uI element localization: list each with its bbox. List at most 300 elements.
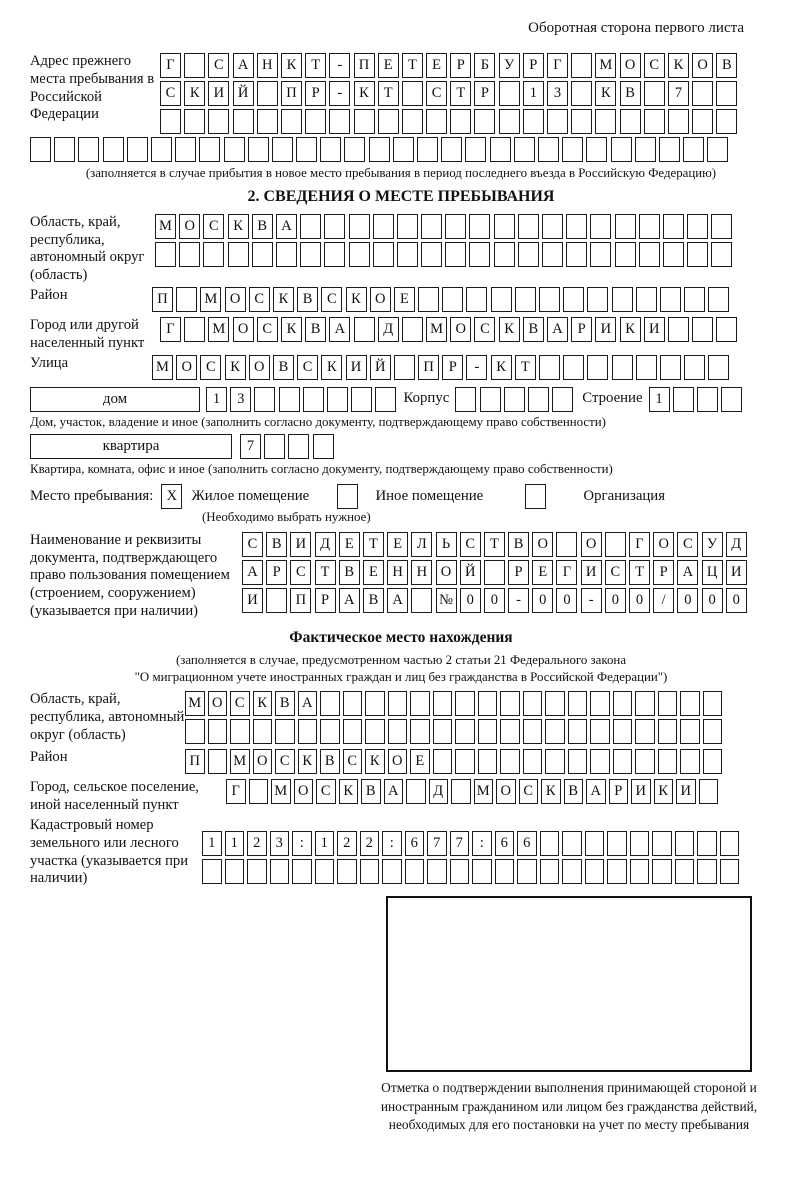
- kadastr-row-1: [202, 831, 772, 856]
- char-cell: А: [242, 560, 263, 585]
- char-cell: С: [297, 355, 318, 380]
- char-cell: [684, 355, 705, 380]
- char-cell: [393, 137, 414, 162]
- char-cell: [518, 214, 539, 239]
- char-cell: [538, 137, 559, 162]
- char-cell: А: [298, 691, 318, 716]
- char-cell: [586, 137, 607, 162]
- char-cell: [402, 317, 423, 342]
- ulitsa-label: Улица: [30, 354, 69, 371]
- prev-address-row-1: [160, 53, 772, 78]
- char-cell: /: [653, 588, 674, 613]
- char-cell: [585, 831, 605, 856]
- char-cell: [545, 691, 565, 716]
- mesto-prebyvaniya-row: [30, 484, 772, 509]
- char-cell: А: [384, 779, 404, 804]
- char-cell: [208, 109, 229, 134]
- char-cell: [607, 859, 627, 884]
- kadastr-row-2: [202, 859, 772, 884]
- fact-note-1: (заполняется в случае, предусмотренном частью 2 статьи 21 Федерального закона: [175, 652, 627, 667]
- char-cell: [495, 859, 515, 884]
- char-cell: -: [466, 355, 487, 380]
- prev-address-note: (заполняется в случае прибытия в новое место пребывания в период последнего въезда в Российскую Федерацию): [85, 166, 717, 180]
- oblast-block: [30, 214, 772, 285]
- char-cell: [556, 532, 577, 557]
- char-cell: [668, 317, 689, 342]
- char-cell: В: [716, 53, 737, 78]
- char-cell: [494, 214, 515, 239]
- char-cell: [450, 109, 471, 134]
- char-cell: В: [273, 355, 294, 380]
- char-cell: М: [155, 214, 176, 239]
- char-cell: Р: [266, 560, 287, 585]
- char-cell: Е: [410, 749, 430, 774]
- char-cell: [721, 387, 742, 412]
- char-cell: С: [519, 779, 539, 804]
- char-cell: [202, 859, 222, 884]
- char-cell: Е: [394, 287, 415, 312]
- char-cell: [160, 109, 181, 134]
- char-cell: К: [491, 355, 512, 380]
- char-cell: [523, 109, 544, 134]
- dom-block: [30, 387, 772, 412]
- char-cell: М: [474, 779, 494, 804]
- char-cell: Т: [378, 81, 399, 106]
- char-cell: [266, 588, 287, 613]
- char-cell: [275, 719, 295, 744]
- char-cell: Н: [257, 53, 278, 78]
- char-cell: 0: [629, 588, 650, 613]
- stroenie-cells: [649, 387, 746, 412]
- char-cell: 0: [484, 588, 505, 613]
- char-cell: [590, 719, 610, 744]
- kadastr-label: Кадастровый номер земельного или лесного участка (указывается при наличии): [30, 816, 189, 887]
- char-cell: [272, 137, 293, 162]
- char-cell: [703, 691, 723, 716]
- char-cell: :: [292, 831, 312, 856]
- char-cell: [587, 355, 608, 380]
- char-cell: [620, 109, 641, 134]
- char-cell: П: [290, 588, 311, 613]
- char-cell: Й: [460, 560, 481, 585]
- char-cell: [499, 109, 520, 134]
- char-cell: В: [620, 81, 641, 106]
- char-cell: [613, 719, 633, 744]
- char-cell: 7: [450, 831, 470, 856]
- char-cell: [630, 859, 650, 884]
- char-cell: :: [472, 831, 492, 856]
- fact-title: Фактическое место нахождения: [289, 628, 513, 646]
- char-cell: [324, 242, 345, 267]
- char-cell: Е: [532, 560, 553, 585]
- char-cell: [296, 137, 317, 162]
- char-cell: [179, 242, 200, 267]
- char-cell: О: [176, 355, 197, 380]
- char-cell: 0: [726, 588, 747, 613]
- char-cell: Ь: [436, 532, 457, 557]
- char-cell: [595, 109, 616, 134]
- char-cell: [455, 719, 475, 744]
- char-cell: Т: [363, 532, 384, 557]
- char-cell: М: [271, 779, 291, 804]
- char-cell: [369, 137, 390, 162]
- char-cell: [680, 719, 700, 744]
- char-cell: О: [388, 749, 408, 774]
- ulitsa-block: [30, 355, 772, 383]
- char-cell: У: [702, 532, 723, 557]
- char-cell: П: [185, 749, 205, 774]
- char-cell: [542, 214, 563, 239]
- raion-row: [152, 287, 733, 312]
- doc-block: [30, 532, 772, 621]
- char-cell: Р: [315, 588, 336, 613]
- char-cell: И: [676, 779, 696, 804]
- char-cell: 3: [270, 831, 290, 856]
- char-cell: [450, 859, 470, 884]
- char-cell: Г: [160, 317, 181, 342]
- char-cell: С: [474, 317, 495, 342]
- oblast-row-1: [155, 214, 772, 239]
- char-cell: [445, 214, 466, 239]
- char-cell: С: [275, 749, 295, 774]
- char-cell: [402, 81, 423, 106]
- checkbox-organizatsiya[interactable]: [525, 484, 546, 509]
- char-cell: С: [160, 81, 181, 106]
- char-cell: [692, 317, 713, 342]
- char-cell: [281, 109, 302, 134]
- char-cell: Р: [609, 779, 629, 804]
- char-cell: [320, 691, 340, 716]
- char-cell: 1: [649, 387, 670, 412]
- char-cell: [253, 719, 273, 744]
- char-cell: 0: [702, 588, 723, 613]
- char-cell: 0: [460, 588, 481, 613]
- char-cell: Т: [305, 53, 326, 78]
- char-cell: [635, 719, 655, 744]
- char-cell: 1: [202, 831, 222, 856]
- char-cell: И: [595, 317, 616, 342]
- char-cell: Д: [429, 779, 449, 804]
- char-cell: [327, 387, 348, 412]
- char-cell: 6: [495, 831, 515, 856]
- dom-cells: [206, 387, 400, 412]
- char-cell: [298, 719, 318, 744]
- char-cell: [680, 691, 700, 716]
- char-cell: [539, 287, 560, 312]
- char-cell: И: [581, 560, 602, 585]
- char-cell: Г: [160, 53, 181, 78]
- char-cell: [480, 387, 501, 412]
- char-cell: В: [363, 588, 384, 613]
- prev-address-row-3: [160, 109, 772, 134]
- stroenie-label: Строение: [582, 390, 643, 407]
- char-cell: А: [339, 588, 360, 613]
- char-cell: [417, 137, 438, 162]
- char-cell: [644, 109, 665, 134]
- kvartira-cells: [240, 434, 337, 459]
- kvartira-note: Квартира, комната, офис и иное (заполнить согласно документу, подтверждающему право собственности): [30, 462, 613, 477]
- char-cell: [484, 560, 505, 585]
- prev-address-row-4: [30, 137, 772, 162]
- char-cell: [233, 109, 254, 134]
- char-cell: [292, 859, 312, 884]
- char-cell: 1: [225, 831, 245, 856]
- char-cell: [397, 242, 418, 267]
- char-cell: К: [253, 691, 273, 716]
- char-cell: О: [436, 560, 457, 585]
- char-cell: [708, 287, 729, 312]
- char-cell: М: [595, 53, 616, 78]
- char-cell: [683, 137, 704, 162]
- char-cell: [540, 859, 560, 884]
- char-cell: [630, 831, 650, 856]
- fact-oblast-row-1: [185, 691, 772, 716]
- char-cell: [349, 242, 370, 267]
- doc-row-3: [242, 588, 772, 613]
- char-cell: [469, 214, 490, 239]
- char-cell: 1: [315, 831, 335, 856]
- char-cell: [660, 355, 681, 380]
- char-cell: [663, 214, 684, 239]
- char-cell: [127, 137, 148, 162]
- char-cell: С: [290, 560, 311, 585]
- korpus-cells: [455, 387, 576, 412]
- char-cell: П: [152, 287, 173, 312]
- char-cell: [373, 214, 394, 239]
- char-cell: [562, 859, 582, 884]
- char-cell: К: [321, 355, 342, 380]
- char-cell: Е: [339, 532, 360, 557]
- char-cell: [445, 242, 466, 267]
- char-cell: [658, 691, 678, 716]
- char-cell: [455, 387, 476, 412]
- char-cell: [562, 831, 582, 856]
- char-cell: Г: [226, 779, 246, 804]
- char-cell: [184, 53, 205, 78]
- char-cell: [382, 859, 402, 884]
- char-cell: Д: [378, 317, 399, 342]
- char-cell: С: [644, 53, 665, 78]
- char-cell: К: [354, 81, 375, 106]
- char-cell: [490, 137, 511, 162]
- char-cell: С: [426, 81, 447, 106]
- char-cell: И: [346, 355, 367, 380]
- char-cell: Т: [450, 81, 471, 106]
- char-cell: Е: [426, 53, 447, 78]
- char-cell: М: [426, 317, 447, 342]
- fact-oblast-block: [30, 691, 772, 747]
- char-cell: С: [316, 779, 336, 804]
- char-cell: [703, 749, 723, 774]
- char-cell: В: [361, 779, 381, 804]
- char-cell: 0: [556, 588, 577, 613]
- char-cell: [433, 719, 453, 744]
- char-cell: [176, 287, 197, 312]
- char-cell: [612, 355, 633, 380]
- char-cell: С: [208, 53, 229, 78]
- checkbox-zhiloe[interactable]: X: [161, 484, 182, 509]
- char-cell: [708, 355, 729, 380]
- char-cell: [257, 109, 278, 134]
- raion-label: Район: [30, 286, 68, 303]
- char-cell: К: [225, 355, 246, 380]
- char-cell: [611, 137, 632, 162]
- kvartira-box: квартира: [30, 434, 232, 459]
- raion-block: [30, 287, 772, 315]
- char-cell: [30, 137, 51, 162]
- char-cell: [703, 719, 723, 744]
- char-cell: [264, 434, 285, 459]
- char-cell: И: [242, 588, 263, 613]
- char-cell: [418, 287, 439, 312]
- char-cell: А: [387, 588, 408, 613]
- char-cell: [568, 719, 588, 744]
- char-cell: О: [620, 53, 641, 78]
- char-cell: [613, 749, 633, 774]
- char-cell: [406, 779, 426, 804]
- char-cell: [639, 214, 660, 239]
- char-cell: :: [382, 831, 402, 856]
- char-cell: [388, 691, 408, 716]
- char-cell: 6: [517, 831, 537, 856]
- char-cell: [252, 242, 273, 267]
- char-cell: [500, 749, 520, 774]
- char-cell: В: [320, 749, 340, 774]
- char-cell: Н: [411, 560, 432, 585]
- char-cell: [635, 691, 655, 716]
- char-cell: [514, 137, 535, 162]
- dom-note: Дом, участок, владение и иное (заполнить согласно документу, подтверждающему право собственности): [30, 414, 606, 429]
- char-cell: [563, 287, 584, 312]
- char-cell: В: [297, 287, 318, 312]
- char-cell: О: [532, 532, 553, 557]
- char-cell: К: [281, 317, 302, 342]
- char-cell: [474, 109, 495, 134]
- char-cell: [410, 719, 430, 744]
- char-cell: 7: [427, 831, 447, 856]
- gorod-label: Город или другой населенный пункт: [30, 316, 145, 351]
- char-cell: [517, 859, 537, 884]
- char-cell: [360, 859, 380, 884]
- char-cell: [585, 859, 605, 884]
- char-cell: [349, 214, 370, 239]
- char-cell: [644, 81, 665, 106]
- char-cell: [716, 81, 737, 106]
- char-cell: [421, 242, 442, 267]
- char-cell: С: [321, 287, 342, 312]
- char-cell: С: [257, 317, 278, 342]
- char-cell: С: [203, 214, 224, 239]
- char-cell: [545, 719, 565, 744]
- char-cell: [300, 242, 321, 267]
- char-cell: [699, 779, 719, 804]
- char-cell: М: [152, 355, 173, 380]
- doc-label: Наименование и реквизиты документа, подтверждающего право пользования помещением (строением, сооружением) (указывается при наличии): [30, 531, 230, 620]
- checkbox-inoe[interactable]: [337, 484, 358, 509]
- char-cell: [711, 242, 732, 267]
- char-cell: [663, 242, 684, 267]
- char-cell: [78, 137, 99, 162]
- char-cell: [421, 214, 442, 239]
- char-cell: Е: [387, 532, 408, 557]
- char-cell: [571, 53, 592, 78]
- char-cell: [635, 749, 655, 774]
- fact-note-2: "О миграционном учете иностранных граждан и лиц без гражданства в Российской Федерации"): [134, 669, 668, 684]
- char-cell: С: [249, 287, 270, 312]
- char-cell: [568, 749, 588, 774]
- char-cell: [427, 859, 447, 884]
- char-cell: В: [305, 317, 326, 342]
- char-cell: [247, 859, 267, 884]
- char-cell: [523, 749, 543, 774]
- char-cell: С: [460, 532, 481, 557]
- char-cell: [680, 749, 700, 774]
- char-cell: К: [365, 749, 385, 774]
- char-cell: [441, 137, 462, 162]
- char-cell: М: [200, 287, 221, 312]
- char-cell: Р: [653, 560, 674, 585]
- char-cell: [228, 242, 249, 267]
- char-cell: А: [276, 214, 297, 239]
- char-cell: [528, 387, 549, 412]
- char-cell: [208, 749, 228, 774]
- char-cell: К: [499, 317, 520, 342]
- fact-raion-row: [185, 749, 725, 774]
- char-cell: К: [668, 53, 689, 78]
- char-cell: [720, 831, 740, 856]
- char-cell: Г: [556, 560, 577, 585]
- char-cell: У: [499, 53, 520, 78]
- char-cell: [230, 719, 250, 744]
- char-cell: [248, 137, 269, 162]
- ulitsa-row: [152, 355, 733, 380]
- char-cell: [478, 691, 498, 716]
- char-cell: К: [654, 779, 674, 804]
- char-cell: [518, 242, 539, 267]
- korpus-label: Корпус: [403, 390, 450, 407]
- char-cell: [568, 691, 588, 716]
- char-cell: [552, 387, 573, 412]
- char-cell: Л: [411, 532, 432, 557]
- char-cell: [373, 242, 394, 267]
- char-cell: [545, 749, 565, 774]
- char-cell: [365, 719, 385, 744]
- char-cell: К: [346, 287, 367, 312]
- char-cell: [354, 109, 375, 134]
- char-cell: С: [343, 749, 363, 774]
- char-cell: В: [508, 532, 529, 557]
- char-cell: [547, 109, 568, 134]
- char-cell: [433, 749, 453, 774]
- char-cell: [343, 691, 363, 716]
- char-cell: Е: [378, 53, 399, 78]
- char-cell: [590, 691, 610, 716]
- char-cell: [442, 287, 463, 312]
- char-cell: [344, 137, 365, 162]
- char-cell: [151, 137, 172, 162]
- doc-row-1: [242, 532, 772, 557]
- char-cell: [652, 859, 672, 884]
- char-cell: [378, 109, 399, 134]
- char-cell: [615, 214, 636, 239]
- char-cell: К: [339, 779, 359, 804]
- char-cell: [590, 242, 611, 267]
- char-cell: Б: [474, 53, 495, 78]
- char-cell: О: [249, 355, 270, 380]
- char-cell: [675, 831, 695, 856]
- char-cell: [405, 859, 425, 884]
- char-cell: О: [581, 532, 602, 557]
